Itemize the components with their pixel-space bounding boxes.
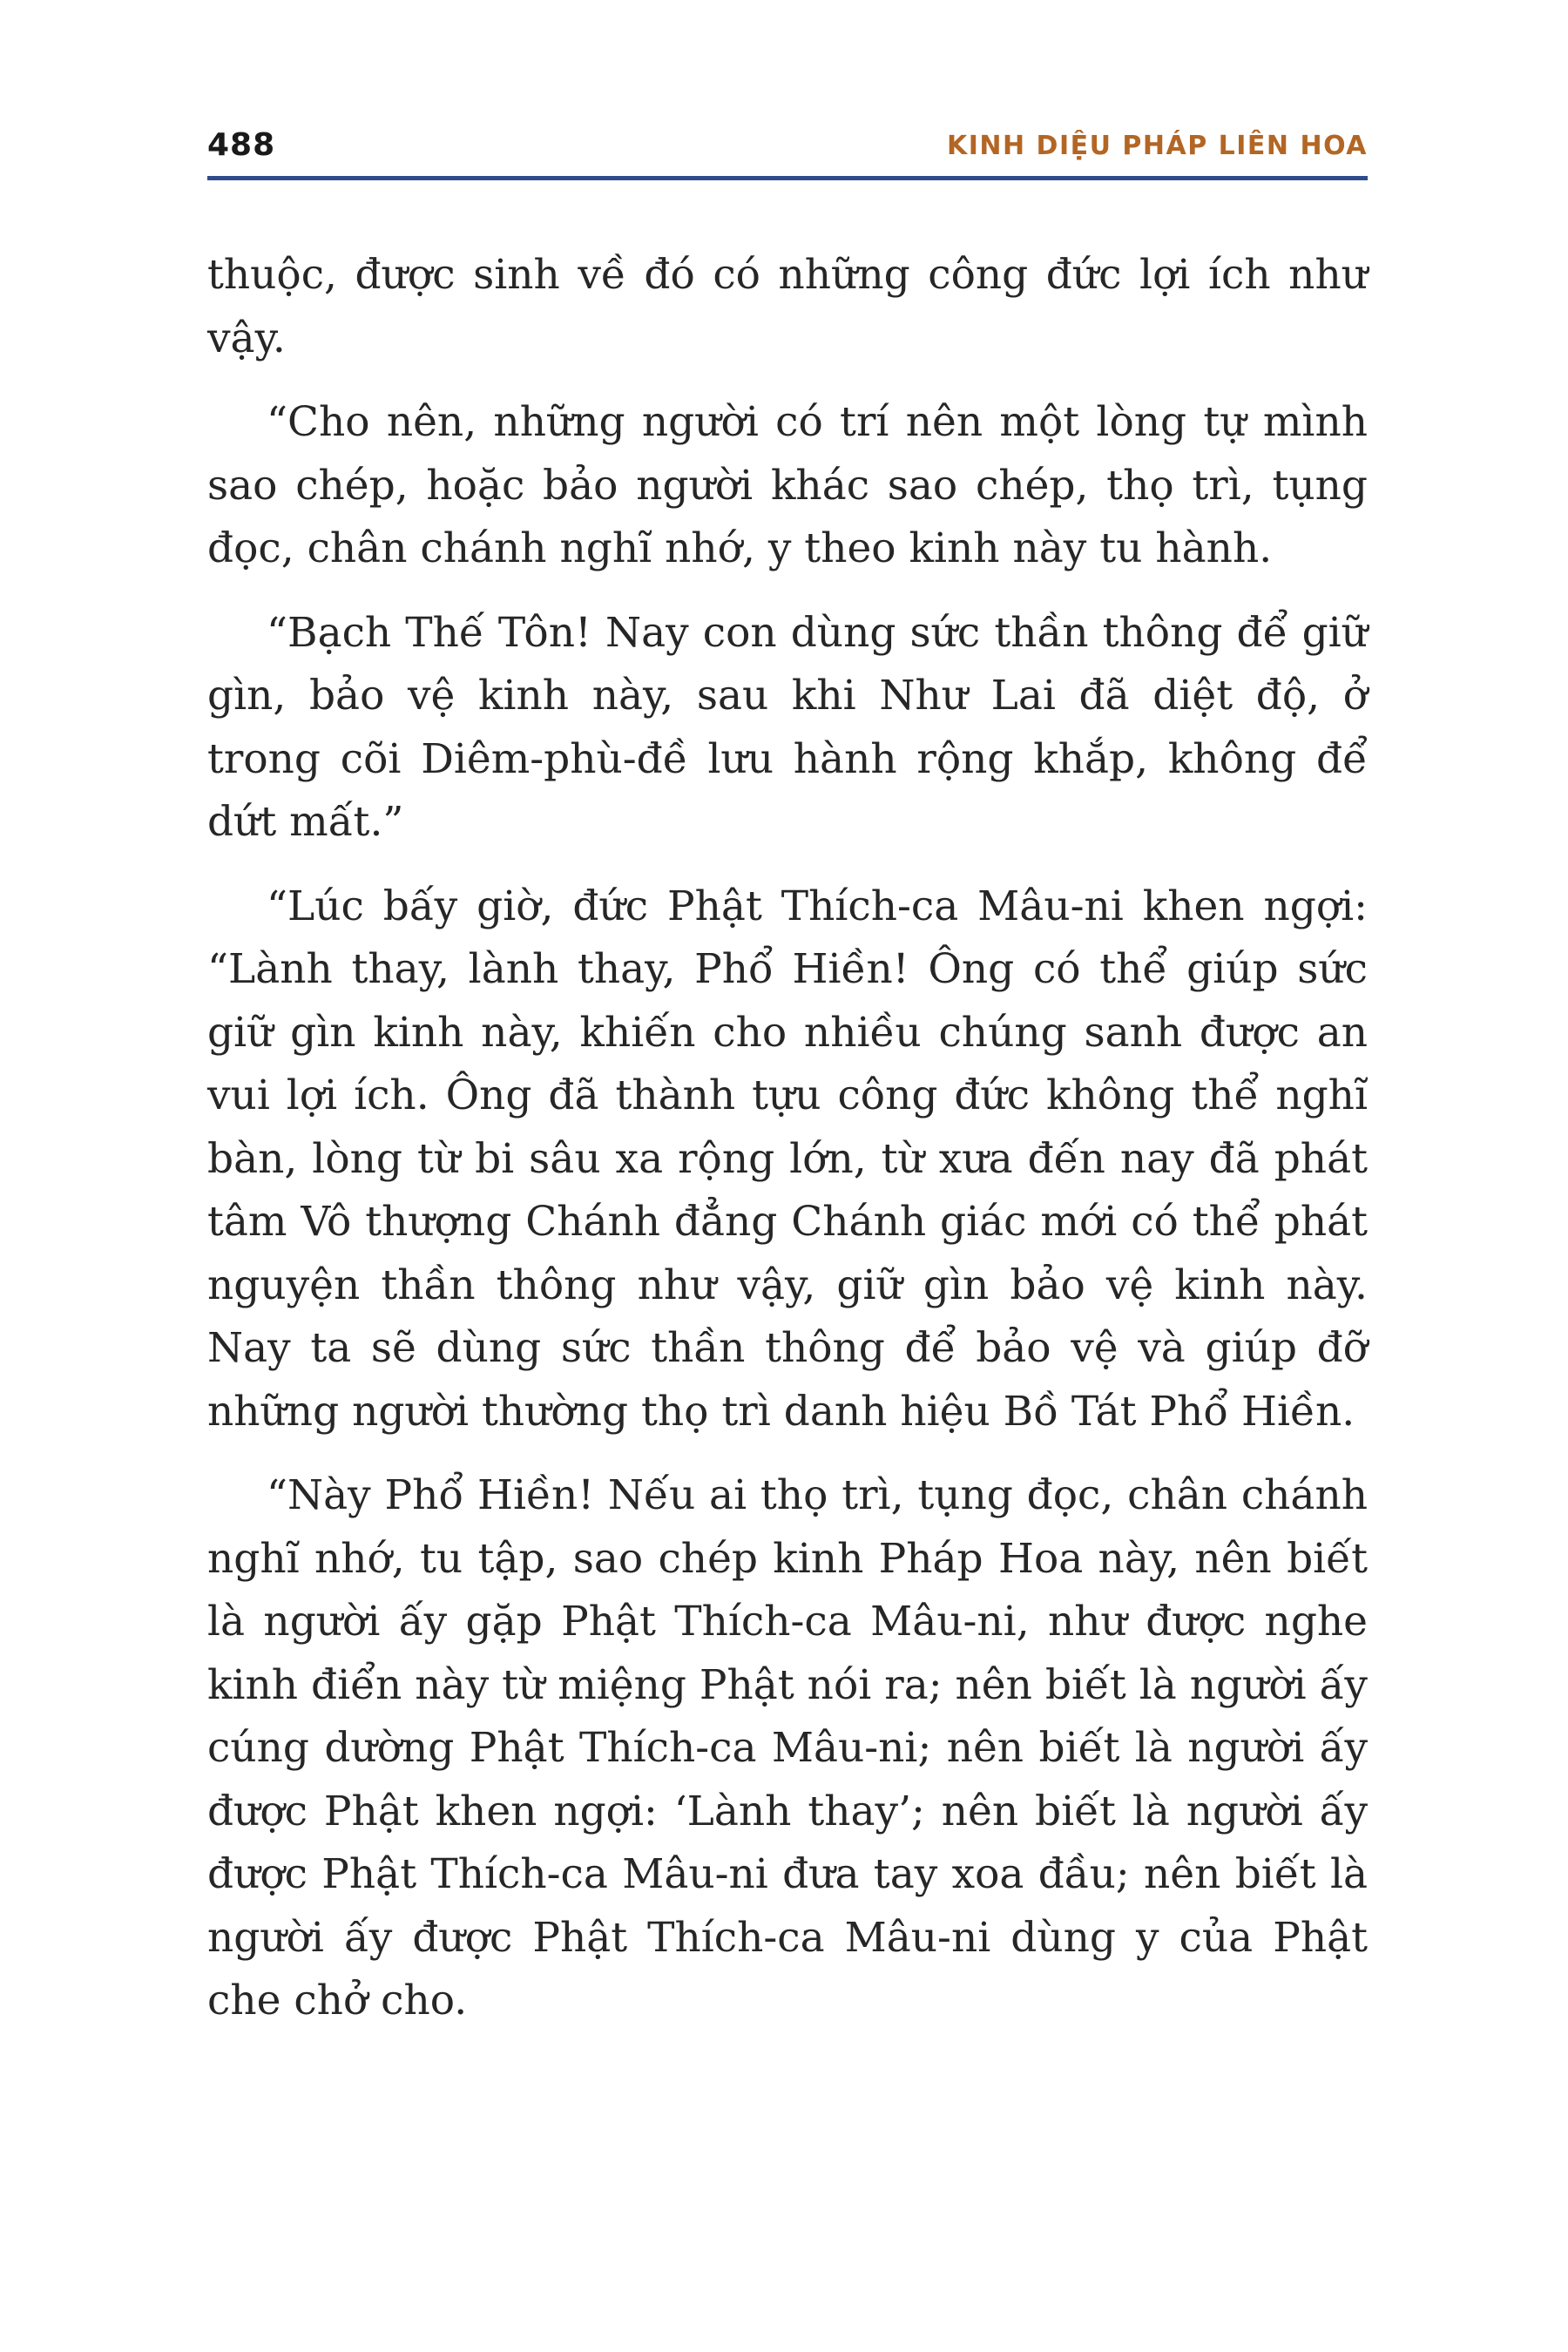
paragraph: “Này Phổ Hiền! Nếu ai thọ trì, tụng đọc, chân chánh nghĩ nhớ, tu tập, sao chép kinh Pháp Hoa này, nên biết là người ấy gặp Phật Thích-ca Mâu-ni, như được nghe kinh điển này từ miệng Phật nói ra; nên biết là người ấy cúng dường Phật Thích-ca Mâu-ni; nên biết là người ấy được Phật khen ngợi: ‘Lành thay’; nên biết là người ấy được Phật Thích-ca Mâu-ni đưa tay xoa đầu; nên biết là người ấy được Phật Thích-ca Mâu-ni dùng y của Phật che chở cho.: [207, 1471, 1368, 2024]
header-rule: [207, 176, 1368, 180]
page-header: [207, 122, 1368, 171]
paragraph-continuation: thuộc, được sinh về đó có những công đức lợi ích như vậy.: [207, 251, 1368, 362]
body-text: [207, 244, 1368, 2054]
paragraph: “Bạch Thế Tôn! Nay con dùng sức thần thông để giữ gìn, bảo vệ kinh này, sau khi Như Lai đã diệt độ, ở trong cõi Diêm-phù-đề lưu hành rộng khắp, không để dứt mất.”: [207, 608, 1368, 846]
running-title: KINH DIỆU PHÁP LIÊN HOA: [946, 131, 1368, 161]
paragraph: “Lúc bấy giờ, đức Phật Thích-ca Mâu-ni khen ngợi: “Lành thay, lành thay, Phổ Hiền! Ông có thể giúp sức giữ gìn kinh này, khiến cho nhiều chúng sanh được an vui lợi ích. Ông đã thành tựu công đức không thể nghĩ bàn, lòng từ bi sâu xa rộng lớn, từ xưa đến nay đã phát tâm Vô thượng Chánh đẳng Chánh giác mới có thể phát nguyện thần thông như vậy, giữ gìn bảo vệ kinh này. Nay ta sẽ dùng sức thần thông để bảo vệ và giúp đỡ những người thường thọ trì danh hiệu Bồ Tát Phổ Hiền.: [207, 882, 1368, 1436]
page-number: 488: [207, 127, 276, 163]
paragraph: “Cho nên, những người có trí nên một lòng tự mình sao chép, hoặc bảo người khác sao chép, thọ trì, tụng đọc, chân chánh nghĩ nhớ, y theo kinh này tu hành.: [207, 398, 1368, 572]
